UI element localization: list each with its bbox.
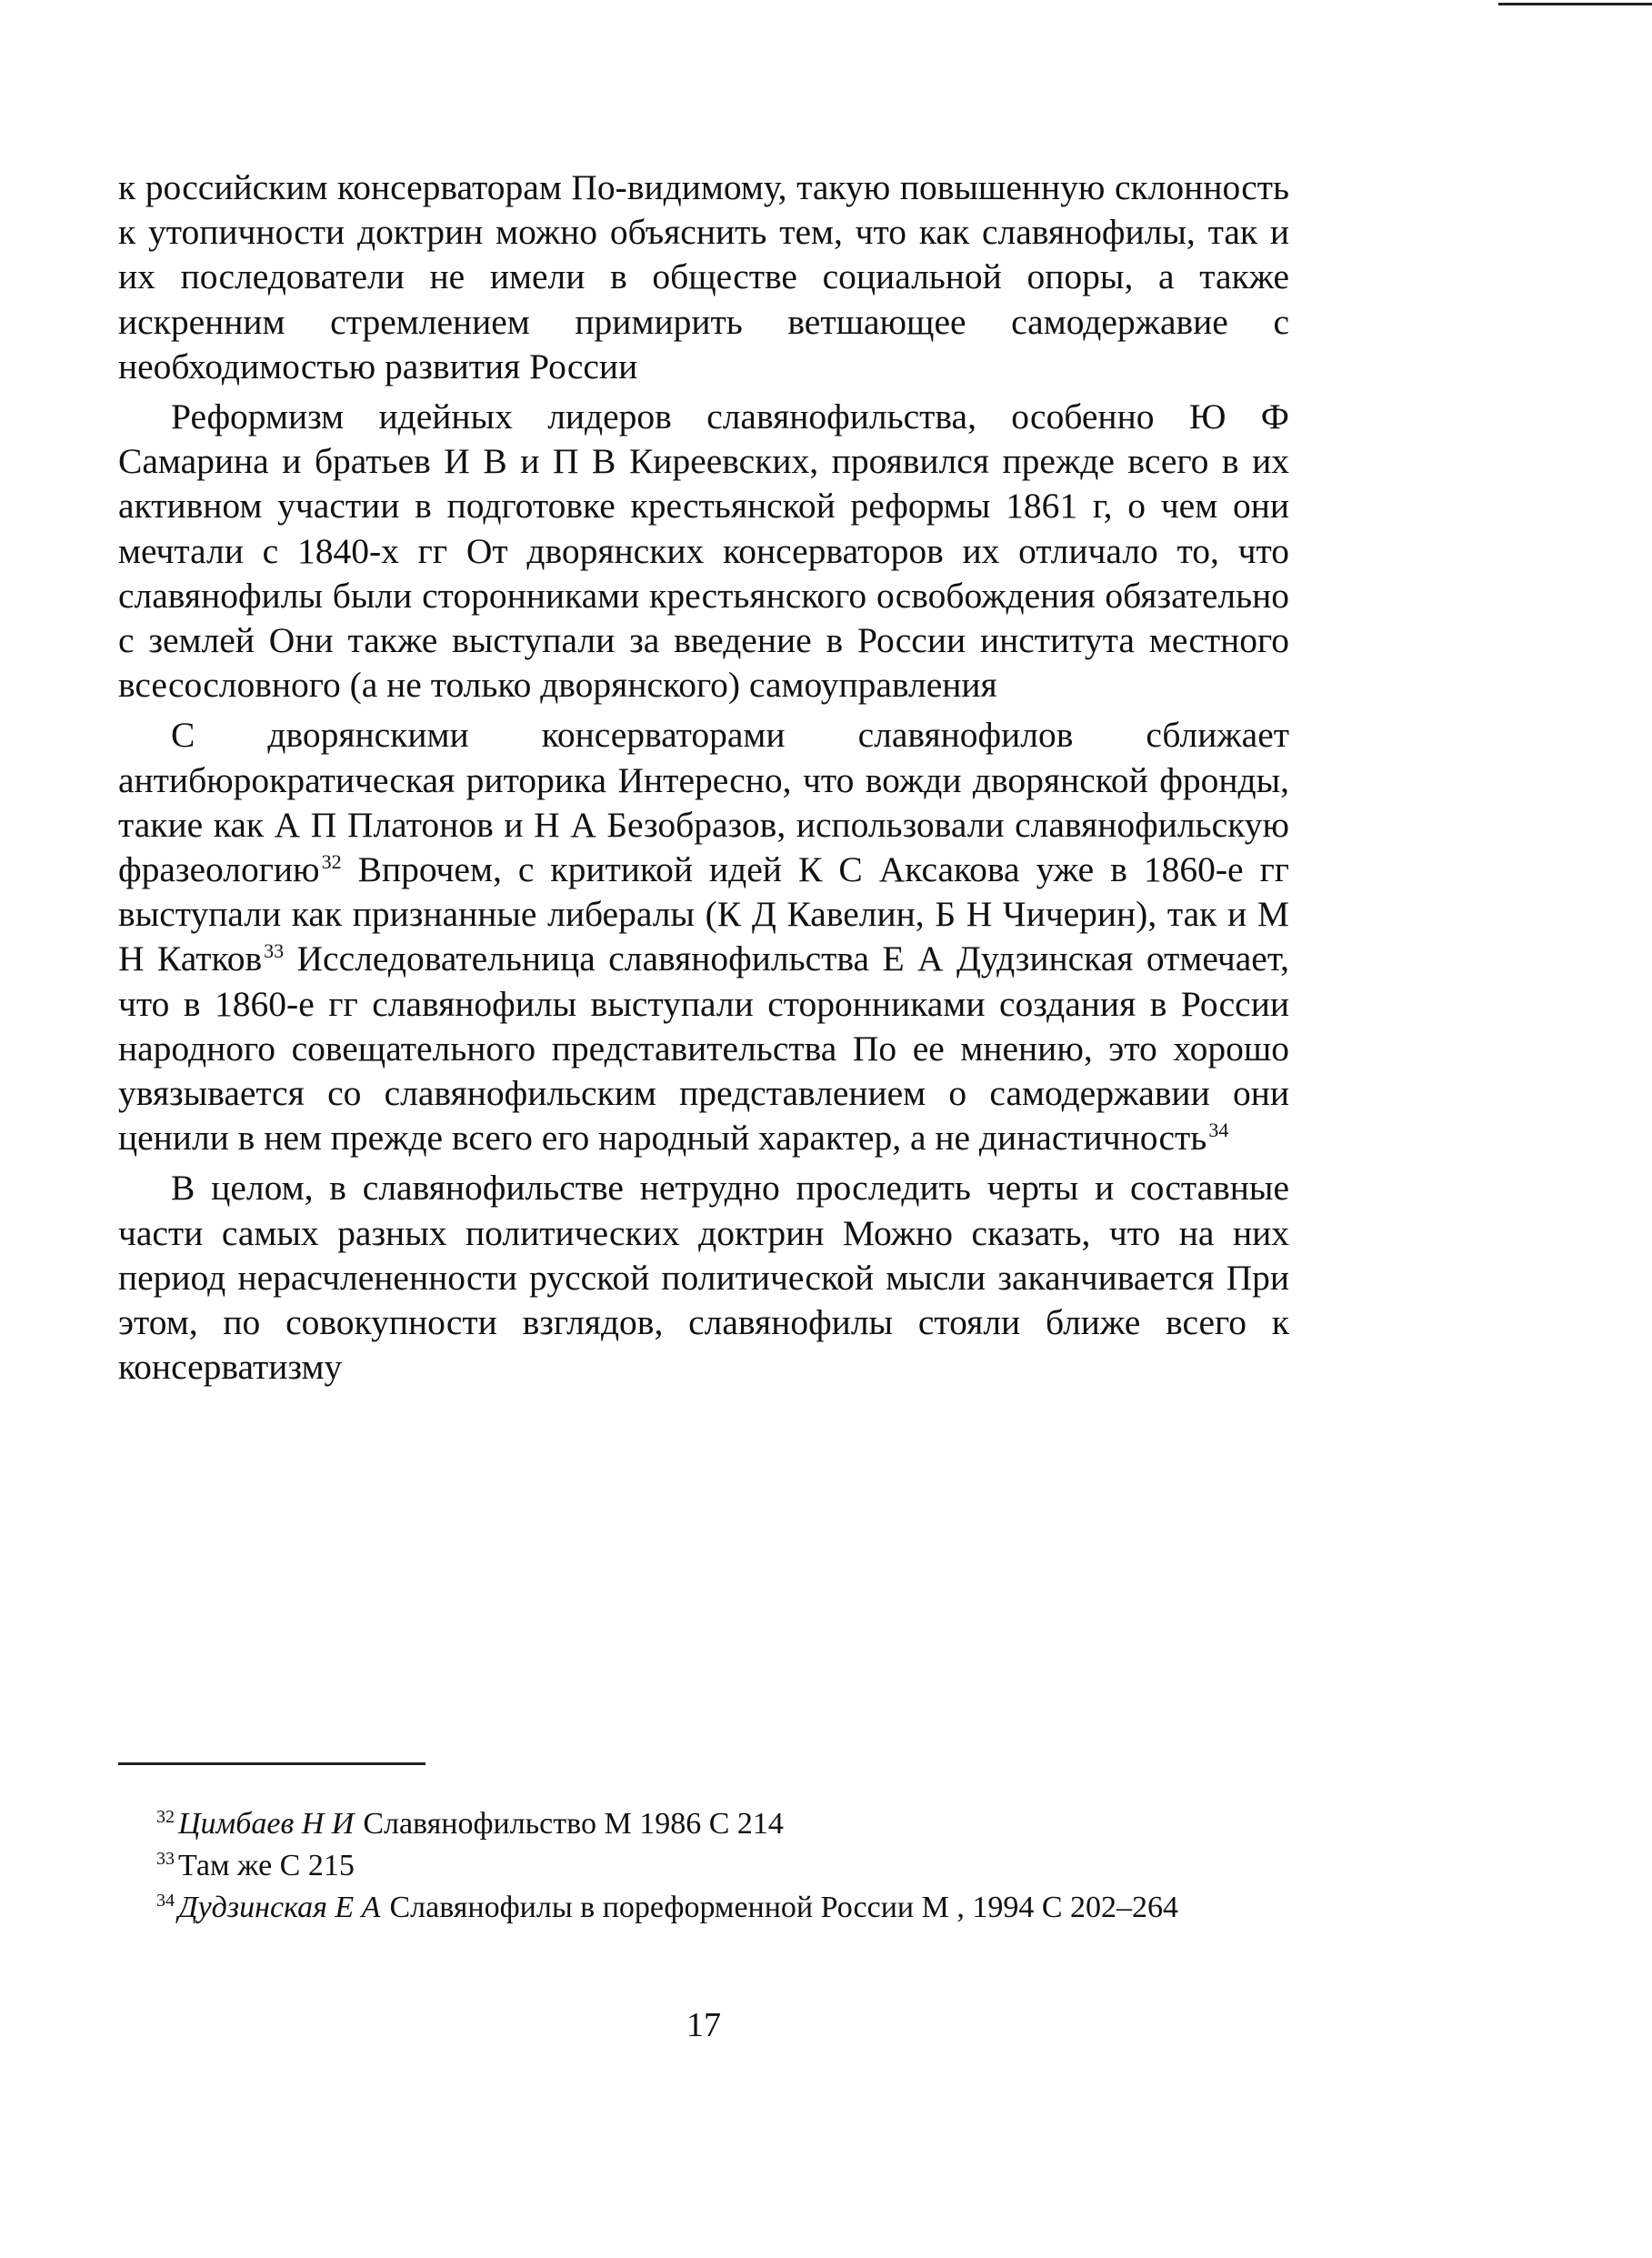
footnote-number: 34	[156, 1890, 175, 1911]
paragraph-1-text: к российским консерваторам По-видимому, такую повышенную склонность к утопичности доктрин можно объяснить тем, что как славянофилы, так и их последователи не имели в обществе социальной опоры, а также искренним стремлением примирить ветшающее самодержавие с необходимостью развития России	[118, 167, 1289, 386]
paragraph-3-text-part-3: Исследовательница славянофильства Е А Дудзинская отмечает, что в 1860-е гг славянофилы выступали сторонниками создания в России народного совещательного представительства По ее мнению, это хорошо увязывается со славянофильским представлением о самодержавии они ценили в нем прежде всего его народный характер, а не династичность	[118, 938, 1289, 1159]
footnote-separator	[118, 1762, 426, 1765]
footnote-author: Цимбаев Н И	[178, 1807, 355, 1841]
paragraph-3-text-part-1: С дворянскими консерваторами славянофилов сближает антибюрократическая риторика Интересно, что вожди дворянской фронды, такие как А П Платонов и Н А Безобразов, использовали славянофильскую фразеологию	[118, 715, 1289, 890]
footnote-text: Славянофильство М 1986 С 214	[363, 1807, 784, 1841]
footnote-33	[118, 1845, 1289, 1887]
footnotes	[118, 1803, 1289, 1929]
paragraph-2	[118, 395, 1289, 708]
page-number: 17	[686, 2006, 721, 2044]
footnote-34	[118, 1887, 1289, 1929]
top-edge-rule	[1498, 3, 1652, 5]
footnote-number: 33	[156, 1848, 175, 1869]
paragraph-3-text-part-2: Впрочем, с критикой идей К С Аксакова уже в 1860-е гг выступали как признанные либералы (К Д Кавелин, Б Н Чичерин), так и М Н Катков	[118, 849, 1289, 979]
paragraph-3	[118, 713, 1289, 1160]
footnote-text: Славянофилы в пореформенной России М , 1994 С 202–264	[389, 1891, 1179, 1924]
footnote-ref-32[interactable]: 32	[321, 849, 342, 873]
footnote-number: 32	[156, 1806, 175, 1827]
footnote-text: Там же С 215	[178, 1849, 355, 1882]
footnote-32	[118, 1803, 1289, 1845]
footnote-ref-34[interactable]: 34	[1208, 1119, 1229, 1142]
footnote-ref-33[interactable]: 33	[264, 939, 285, 963]
paragraph-1	[118, 166, 1289, 389]
footnote-author: Дудзинская Е А	[178, 1891, 381, 1924]
paragraph-4	[118, 1166, 1289, 1390]
main-text	[118, 166, 1289, 1395]
paragraph-4-text: В целом, в славянофильстве нетрудно проследить черты и составные части самых разных политических доктрин Можно сказать, что на них период нерасчлененности русской политической мысли заканчивается При этом, по совокупности взглядов, славянофилы стояли ближе всего к консерватизму	[118, 1168, 1289, 1388]
paragraph-2-text: Реформизм идейных лидеров славянофильства, особенно Ю Ф Самарина и братьев И В и П В Киреевских, проявился прежде всего в их активном участии в подготовке крестьянской реформы 1861 г, о чем они мечтали с 1840-х гг От дворянских консерваторов их отличало то, что славянофилы были сторонниками крестьянского освобождения обязательно с землей Они также выступали за введение в России института местного всесословного (а не только дворянского) самоуправления	[118, 396, 1289, 706]
